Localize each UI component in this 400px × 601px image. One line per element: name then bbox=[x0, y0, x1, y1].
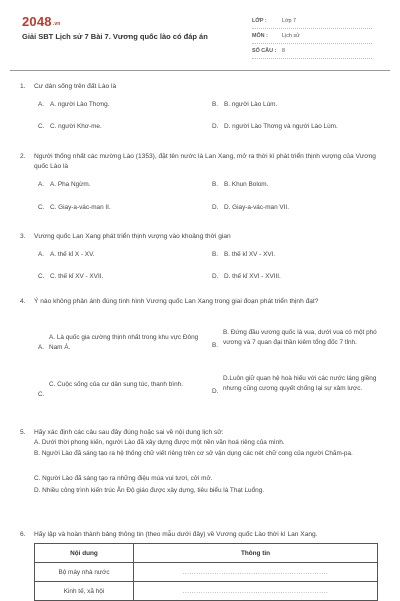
meta-subject: MÔN : Lịch sử bbox=[252, 29, 372, 44]
table-row bbox=[35, 582, 378, 601]
question-5: 5. Hãy xác định các câu sau đây đúng hoặc sai về nội dung lịch sử: bbox=[20, 428, 380, 438]
statement-c: C. Người Lào đã sáng tạo ra những điệu múa vui tươi, cởi mở. bbox=[34, 475, 213, 482]
question-text: Người thống nhất các mường Lào (1353), đặt tên nước là Lan Xang, mở ra thời kì phát triển thịnh vượng của Vương quốc Lào là bbox=[34, 153, 376, 170]
option-c[interactable]: C. C. thế kỉ XV - XVII. bbox=[38, 273, 104, 280]
table-header: Thông tin bbox=[134, 544, 378, 563]
option-d[interactable]: D. D. thế kỉ XVI - XVIII. bbox=[212, 273, 281, 280]
question-2: 2. Người thống nhất các mường Lào (1353), đặt tên nước là Lan Xang, mở ra thời kì phát triển thịnh vượng của Vương quốc Lào là bbox=[20, 152, 380, 172]
site-logo[interactable]: 2048.vn bbox=[22, 14, 61, 29]
question-1: 1. Cư dân sống trên đất Lào là bbox=[20, 82, 380, 92]
header-divider bbox=[10, 70, 390, 71]
option-a[interactable]: A. A. người Lào Thơng. bbox=[38, 101, 110, 108]
meta-class: LỚP : Lớp 7 bbox=[252, 14, 372, 29]
table-cell-blank[interactable]: ................................................................ bbox=[134, 582, 378, 601]
table-header: Nội dung bbox=[35, 544, 134, 563]
table-header-row bbox=[35, 544, 378, 563]
meta-info bbox=[252, 14, 372, 59]
option-a[interactable]: A. A. Pha Ngừm. bbox=[38, 181, 91, 188]
table-cell-label: Bộ máy nhà nước bbox=[35, 563, 134, 582]
option-b[interactable]: B. B. Khun Bolom. bbox=[212, 181, 269, 188]
question-text: Hãy xác định các câu sau đây đúng hoặc sai về nội dung lịch sử: bbox=[34, 429, 224, 436]
table-cell-label: Kinh tế, xã hội bbox=[35, 582, 134, 601]
info-table bbox=[34, 543, 378, 601]
option-d[interactable]: D. D. Giay-a-vác-man VII. bbox=[212, 204, 289, 211]
statement-b: B. Người Lào đã sáng tạo ra hệ thống chữ viết riêng trên cơ sở vận dụng các nét chữ cong của người Chăm-pa. bbox=[34, 450, 353, 457]
question-text: Ý nào không phản ánh đúng tình hình Vương quốc Lan Xang trong giai đoạn phát triển thịnh đạt? bbox=[34, 298, 319, 305]
option-b[interactable]: B. B. người Lào Lùm. bbox=[212, 101, 278, 108]
option-c[interactable]: C. C. người Khơ-me. bbox=[38, 123, 102, 130]
table-cell-blank[interactable]: ................................................................ bbox=[134, 563, 378, 582]
question-text: Vương quốc Lan Xang phát triển thịnh vượng vào khoảng thời gian bbox=[34, 233, 231, 240]
option-c[interactable]: C. C. Cuộc sống của cư dân sung túc, thanh bình. bbox=[38, 381, 183, 399]
option-d[interactable]: D. D. người Lào Thơng và người Lào Lùm. bbox=[212, 123, 338, 130]
option-b[interactable]: B. B. Đứng đầu vương quốc là vua, dưới vua có một phó vương và 7 quan đại thần kiêm tổng đốc 7 tỉnh. bbox=[212, 329, 377, 350]
option-d[interactable]: D. D.Luôn giữ quan hệ hoà hiếu với các nước láng giềng nhưng cũng cương quyết chống lại sự xâm lược. bbox=[212, 375, 377, 396]
question-text: Cư dân sống trên đất Lào là bbox=[34, 83, 117, 90]
option-a[interactable]: A. A. Là quốc gia cường thịnh nhất trong khu vực Đông Nam Á. bbox=[38, 334, 199, 352]
question-3: 3. Vương quốc Lan Xang phát triển thịnh vượng vào khoảng thời gian bbox=[20, 232, 380, 242]
option-a[interactable]: A. A. thế kỉ X - XV. bbox=[38, 251, 95, 258]
statement-d: D. Nhiều công trình kiến trúc Ấn Độ giáo được xây dựng, tiêu biểu là Thạt Luổng. bbox=[34, 487, 265, 494]
meta-count: SỐ CÂU : 8 bbox=[252, 44, 372, 59]
table-row bbox=[35, 563, 378, 582]
question-text: Hãy lập và hoàn thành bảng thông tin (theo mẫu dưới đây) về Vương quốc Lào thời kì Lan Xang. bbox=[34, 531, 318, 538]
question-4: 4. Ý nào không phản ánh đúng tình hình Vương quốc Lan Xang trong giai đoạn phát triển thịnh đạt? bbox=[20, 297, 380, 307]
option-b[interactable]: B. B. thế kỉ XV - XVI. bbox=[212, 251, 276, 258]
option-c[interactable]: C. C. Giay-a-vác-man II. bbox=[38, 204, 111, 211]
question-6: 6. Hãy lập và hoàn thành bảng thông tin (theo mẫu dưới đây) về Vương quốc Lào thời kì Lan Xang. bbox=[20, 530, 380, 540]
document-title: Giải SBT Lịch sử 7 Bài 7. Vương quốc lào có đáp án bbox=[22, 32, 208, 41]
statement-a: A. Dưới thời phong kiến, người Lào đã xây dựng được một nền văn hoá riêng của mình. bbox=[34, 439, 285, 446]
header bbox=[0, 0, 400, 66]
